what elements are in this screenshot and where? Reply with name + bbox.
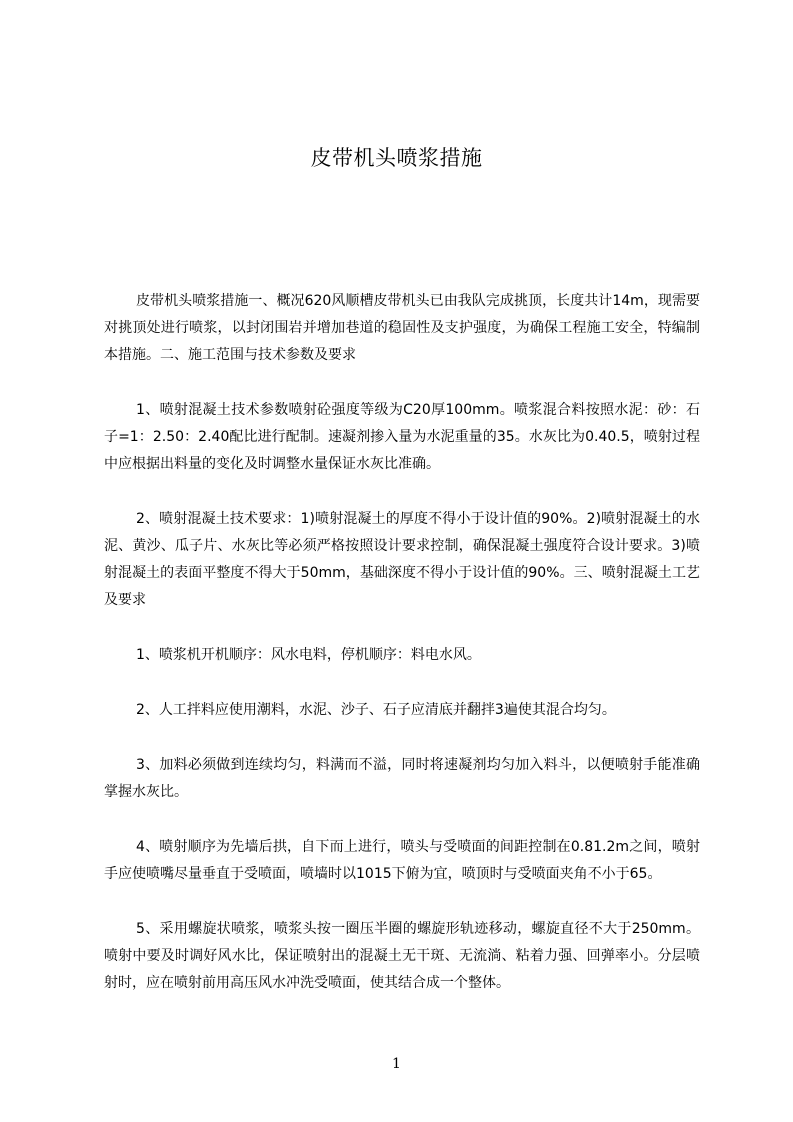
paragraph-machine-sequence: 1、喷浆机开机顺序：风水电料，停机顺序：料电水风。: [136, 647, 481, 663]
paragraph-spray-order: 4、喷射顺序为先墙后拱，自下而上进行，喷头与受喷面的间距控制在0.81.2m之间，喷射手应使喷嘴尽量垂直于受喷面，喷墙时以1015下俯为宜，喷顶时与受喷面夹角不小于65。: [104, 839, 700, 882]
paragraph-feeding: 3、加料必须做到连续均匀，料满而不溢，同时将速凝剂均匀加入料斗，以便喷射手能准确掌握水灰比。: [104, 757, 700, 800]
page-number: 1: [392, 1056, 401, 1072]
document-title: 皮带机头喷浆措施: [310, 146, 483, 170]
paragraph-mixing: 2、人工拌料应使用潮料，水泥、沙子、石子应清底并翻拌3遍使其混合均匀。: [136, 702, 616, 718]
paragraph-spiral-spray: 5、采用螺旋状喷浆，喷浆头按一圈压半圈的螺旋形轨迹移动，螺旋直径不大于250mm。喷射中要及时调好风水比，保证喷射出的混凝土无干斑、无流淌、粘着力强、回弹率小。分层喷射时，应在喷射前用高压风水冲洗受喷面，使其结合成一个整体。: [104, 921, 700, 991]
paragraph-technical-requirements: 2、喷射混凝土技术要求：1)喷射混凝土的厚度不得小于设计值的90%。2)喷射混凝土的水泥、黄沙、瓜子片、水灰比等必须严格按照设计要求控制，确保混凝土强度符合设计要求。3)喷射混凝土的表面平整度不得大于50mm，基础深度不得小于设计值的90%。三、喷射混凝土工艺及要求: [104, 511, 700, 608]
paragraph-overview: 皮带机头喷浆措施一、概况620风顺槽皮带机头已由我队完成挑顶，长度共计14m，现需要对挑顶处进行喷浆，以封闭围岩并增加巷道的稳固性及支护强度，为确保工程施工安全，特编制本措施。二、施工范围与技术参数及要求: [104, 293, 700, 363]
document-body: [104, 288, 700, 1025]
paragraph-technical-parameters: 1、喷射混凝土技术参数喷射砼强度等级为C20厚100mm。喷浆混合料按照水泥：砂：石子=1：2.50：2.40配比进行配制。速凝剂掺入量为水泥重量的35。水灰比为0.40.5，喷射过程中应根据出料量的变化及时调整水量保证水灰比准确。: [104, 402, 700, 472]
